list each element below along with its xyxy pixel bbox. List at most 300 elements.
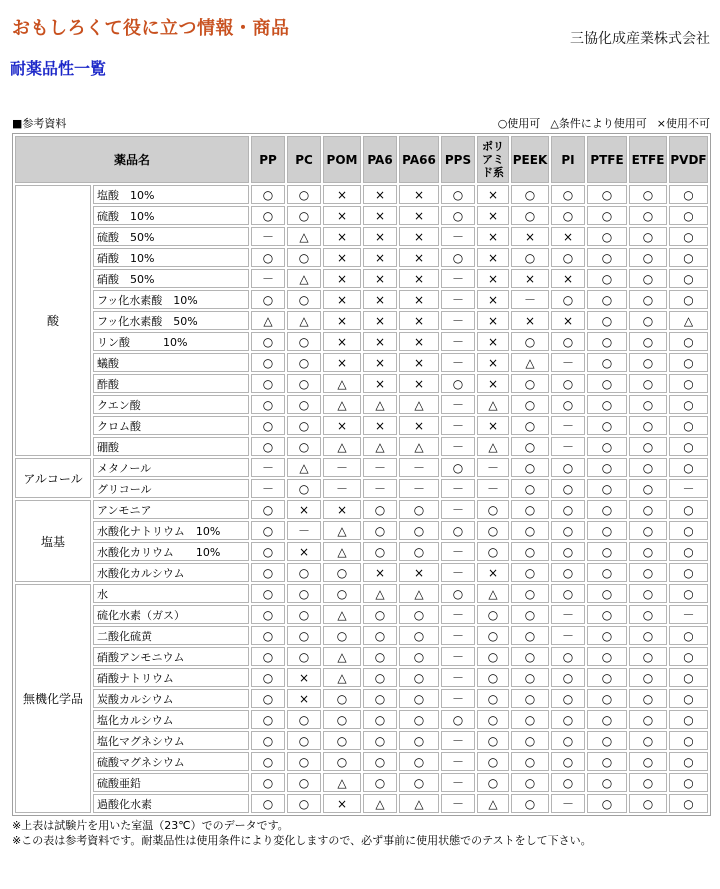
header-material: PC (287, 136, 321, 183)
resistance-mark-cell: ○ (669, 731, 708, 750)
resistance-mark-cell: × (287, 500, 321, 519)
resistance-mark-cell: ○ (551, 563, 585, 582)
resistance-mark-cell: ○ (587, 542, 627, 561)
resistance-mark-cell: × (477, 290, 509, 309)
header-material-line: ポリ (482, 140, 505, 153)
resistance-mark-cell: ○ (551, 773, 585, 792)
resistance-mark-cell: × (477, 227, 509, 246)
table-row (15, 416, 708, 435)
chemical-name-cell: 塩化マグネシウム (93, 731, 249, 750)
resistance-mark-cell: ○ (587, 500, 627, 519)
resistance-mark-cell: ○ (363, 500, 397, 519)
resistance-mark-cell: ○ (251, 605, 285, 624)
resistance-mark-cell: × (477, 185, 509, 204)
resistance-mark-cell: － (251, 479, 285, 498)
resistance-mark-cell: － (441, 227, 475, 246)
table-row (15, 794, 708, 813)
resistance-mark-cell: △ (363, 395, 397, 414)
resistance-mark-cell: ○ (477, 773, 509, 792)
page-title: 耐薬品性一覧 (10, 59, 107, 78)
chemical-name-cell: 硝酸 50% (93, 269, 249, 288)
resistance-mark-cell: － (441, 794, 475, 813)
resistance-mark-cell: ○ (669, 521, 708, 540)
resistance-mark-cell: － (441, 605, 475, 624)
resistance-mark-cell: ○ (477, 710, 509, 729)
resistance-mark-cell: ○ (287, 248, 321, 267)
resistance-mark-cell: ○ (511, 752, 549, 771)
resistance-mark-cell: － (251, 227, 285, 246)
reference-note: ■参考資料 (12, 117, 67, 130)
resistance-mark-cell: ○ (477, 521, 509, 540)
resistance-mark-cell: ○ (669, 689, 708, 708)
table-row (15, 269, 708, 288)
resistance-mark-cell: × (323, 269, 361, 288)
resistance-mark-cell: ○ (629, 311, 667, 330)
resistance-mark-cell: × (551, 311, 585, 330)
resistance-mark-cell: ○ (587, 668, 627, 687)
resistance-mark-cell: ○ (323, 731, 361, 750)
resistance-mark-cell: ○ (511, 395, 549, 414)
chemical-name-cell: 硝酸 10% (93, 248, 249, 267)
table-row (15, 290, 708, 309)
header-material: PTFE (587, 136, 627, 183)
table-row (15, 752, 708, 771)
chemical-name-cell: 硫酸 50% (93, 227, 249, 246)
resistance-mark-cell: × (363, 269, 397, 288)
resistance-mark-cell: ○ (287, 794, 321, 813)
resistance-mark-cell: ○ (363, 647, 397, 666)
table-row (15, 206, 708, 225)
resistance-mark-cell: × (323, 500, 361, 519)
resistance-mark-cell: ○ (587, 521, 627, 540)
resistance-mark-cell: ○ (587, 689, 627, 708)
chemical-name-cell: 水酸化カリウム 10% (93, 542, 249, 561)
resistance-mark-cell: ○ (287, 479, 321, 498)
resistance-mark-cell: × (323, 332, 361, 351)
resistance-mark-cell: × (399, 374, 439, 393)
resistance-mark-cell: ○ (511, 374, 549, 393)
resistance-mark-cell: ○ (587, 185, 627, 204)
resistance-mark-cell: － (669, 605, 708, 624)
resistance-mark-cell: ○ (587, 248, 627, 267)
resistance-mark-cell: － (441, 269, 475, 288)
resistance-mark-cell: － (441, 752, 475, 771)
chemical-name-cell: 硫酸 10% (93, 206, 249, 225)
resistance-mark-cell: × (477, 269, 509, 288)
resistance-mark-cell: ○ (551, 332, 585, 351)
resistance-mark-cell: ○ (441, 458, 475, 477)
resistance-mark-cell: ○ (251, 437, 285, 456)
resistance-mark-cell: × (399, 290, 439, 309)
resistance-mark-cell: ○ (587, 752, 627, 771)
chemical-name-cell: 硝酸アンモニウム (93, 647, 249, 666)
resistance-mark-cell: ○ (587, 794, 627, 813)
resistance-mark-cell: ○ (669, 332, 708, 351)
resistance-mark-cell: ○ (511, 521, 549, 540)
legend (498, 115, 710, 131)
resistance-mark-cell: × (323, 248, 361, 267)
resistance-mark-cell: － (551, 353, 585, 372)
chemical-name-cell: 硝酸ナトリウム (93, 668, 249, 687)
resistance-mark-cell: － (251, 458, 285, 477)
resistance-mark-cell: △ (477, 395, 509, 414)
resistance-mark-cell: ○ (587, 731, 627, 750)
footnote-1: ※上表は試験片を用いた室温（23℃）でのデータです。 (12, 819, 289, 832)
resistance-mark-cell: ○ (669, 626, 708, 645)
resistance-mark-cell: ○ (399, 605, 439, 624)
resistance-mark-cell: － (441, 416, 475, 435)
resistance-mark-cell: ○ (669, 647, 708, 666)
resistance-mark-cell: ○ (669, 353, 708, 372)
resistance-mark-cell: ○ (587, 353, 627, 372)
resistance-mark-cell: ○ (551, 752, 585, 771)
resistance-mark-cell: ○ (669, 752, 708, 771)
resistance-mark-cell: ○ (511, 689, 549, 708)
resistance-mark-cell: ○ (587, 605, 627, 624)
resistance-mark-cell: ○ (511, 710, 549, 729)
table-row (15, 395, 708, 414)
table-row (15, 332, 708, 351)
resistance-mark-cell: ○ (477, 731, 509, 750)
resistance-mark-cell: ○ (323, 626, 361, 645)
chemical-name-cell: 硫化水素（ガス） (93, 605, 249, 624)
resistance-mark-cell: － (551, 437, 585, 456)
resistance-mark-cell: × (477, 374, 509, 393)
legend-ok: ○使用可 (497, 117, 541, 130)
resistance-mark-cell: － (441, 311, 475, 330)
header-material: PPS (441, 136, 475, 183)
header-material: PA6 (363, 136, 397, 183)
resistance-mark-cell: ○ (551, 395, 585, 414)
resistance-mark-cell: ○ (363, 542, 397, 561)
table-row (15, 668, 708, 687)
resistance-mark-cell: ○ (669, 185, 708, 204)
header-material-line: アミ (482, 153, 505, 166)
resistance-mark-cell: － (477, 458, 509, 477)
resistance-mark-cell: － (251, 269, 285, 288)
resistance-mark-cell: ○ (551, 647, 585, 666)
resistance-mark-cell: ○ (251, 752, 285, 771)
resistance-mark-cell: ○ (629, 458, 667, 477)
table-row (15, 521, 708, 540)
resistance-mark-cell: △ (399, 395, 439, 414)
resistance-mark-cell: × (363, 185, 397, 204)
resistance-mark-cell: － (441, 731, 475, 750)
resistance-mark-cell: ○ (363, 731, 397, 750)
resistance-mark-cell: ○ (399, 500, 439, 519)
resistance-mark-cell: × (399, 269, 439, 288)
resistance-mark-cell: ○ (399, 689, 439, 708)
resistance-mark-cell: ○ (629, 353, 667, 372)
resistance-mark-cell: ○ (251, 731, 285, 750)
resistance-mark-cell: △ (477, 437, 509, 456)
resistance-mark-cell: △ (287, 269, 321, 288)
resistance-mark-cell: ○ (629, 752, 667, 771)
resistance-mark-cell: ○ (629, 584, 667, 603)
resistance-mark-cell: ○ (669, 773, 708, 792)
chemical-name-cell: 塩化カルシウム (93, 710, 249, 729)
resistance-mark-cell: ○ (441, 248, 475, 267)
resistance-mark-cell: ○ (251, 500, 285, 519)
resistance-mark-cell: － (441, 437, 475, 456)
table-header-row (15, 136, 708, 183)
header-chemical-name: 薬品名 (15, 136, 249, 183)
resistance-mark-cell: ○ (363, 689, 397, 708)
resistance-mark-cell: △ (251, 311, 285, 330)
legend-conditional: △条件により使用可 (550, 117, 647, 130)
chemical-name-cell: 二酸化硫黄 (93, 626, 249, 645)
resistance-mark-cell: ○ (477, 752, 509, 771)
resistance-mark-cell: ○ (323, 584, 361, 603)
resistance-mark-cell: ○ (399, 710, 439, 729)
chemical-name-cell: アンモニア (93, 500, 249, 519)
resistance-mark-cell: ○ (587, 458, 627, 477)
resistance-mark-cell: ○ (323, 752, 361, 771)
resistance-mark-cell: ○ (363, 773, 397, 792)
resistance-mark-cell: ○ (629, 374, 667, 393)
resistance-mark-cell: ○ (669, 206, 708, 225)
resistance-mark-cell: ○ (251, 668, 285, 687)
resistance-mark-cell: × (551, 227, 585, 246)
resistance-mark-cell: ○ (511, 248, 549, 267)
company-name: 三協化成産業株式会社 (570, 31, 710, 47)
header-material: PP (251, 136, 285, 183)
resistance-mark-cell: ○ (629, 668, 667, 687)
resistance-mark-cell: ○ (511, 542, 549, 561)
resistance-mark-cell: ○ (551, 521, 585, 540)
resistance-mark-cell: × (323, 290, 361, 309)
resistance-mark-cell: ○ (511, 206, 549, 225)
table-row (15, 689, 708, 708)
category-cell: アルコール (15, 458, 91, 498)
resistance-mark-cell: ○ (669, 710, 708, 729)
resistance-mark-cell: ○ (587, 647, 627, 666)
resistance-mark-cell: ○ (551, 668, 585, 687)
resistance-mark-cell: × (363, 374, 397, 393)
resistance-mark-cell: ○ (251, 647, 285, 666)
resistance-mark-cell: × (551, 269, 585, 288)
resistance-mark-cell: ○ (287, 206, 321, 225)
header-material: PVDF (669, 136, 708, 183)
chemical-name-cell: 水酸化ナトリウム 10% (93, 521, 249, 540)
chemical-resistance-table-wrap (12, 133, 709, 816)
resistance-mark-cell: ○ (629, 563, 667, 582)
header-material: PEEK (511, 136, 549, 183)
resistance-mark-cell: ○ (669, 248, 708, 267)
resistance-mark-cell: × (477, 206, 509, 225)
resistance-mark-cell: ○ (587, 374, 627, 393)
resistance-mark-cell: × (399, 332, 439, 351)
resistance-mark-cell: △ (323, 647, 361, 666)
resistance-mark-cell: ○ (399, 626, 439, 645)
resistance-mark-cell: ○ (323, 689, 361, 708)
resistance-mark-cell: ○ (287, 395, 321, 414)
resistance-mark-cell: ○ (629, 479, 667, 498)
resistance-mark-cell: ○ (287, 332, 321, 351)
resistance-mark-cell: ○ (511, 458, 549, 477)
resistance-mark-cell: ○ (629, 395, 667, 414)
resistance-mark-cell: ○ (587, 479, 627, 498)
resistance-mark-cell: ○ (551, 689, 585, 708)
chemical-name-cell: メタノール (93, 458, 249, 477)
resistance-mark-cell: ○ (251, 584, 285, 603)
resistance-mark-cell: ○ (669, 290, 708, 309)
resistance-mark-cell: ○ (669, 227, 708, 246)
resistance-mark-cell: ○ (399, 773, 439, 792)
resistance-mark-cell: × (323, 353, 361, 372)
resistance-mark-cell: ○ (629, 521, 667, 540)
resistance-mark-cell: ○ (287, 353, 321, 372)
resistance-mark-cell: ○ (669, 458, 708, 477)
resistance-mark-cell: △ (399, 437, 439, 456)
resistance-mark-cell: － (441, 353, 475, 372)
table-row (15, 479, 708, 498)
resistance-mark-cell: ○ (669, 395, 708, 414)
resistance-mark-cell: ○ (629, 206, 667, 225)
resistance-mark-cell: ○ (287, 185, 321, 204)
resistance-mark-cell: － (323, 458, 361, 477)
chemical-resistance-table (12, 133, 711, 816)
resistance-mark-cell: ○ (251, 710, 285, 729)
resistance-mark-cell: ○ (551, 710, 585, 729)
resistance-mark-cell: × (363, 227, 397, 246)
table-row (15, 353, 708, 372)
resistance-mark-cell: ○ (551, 374, 585, 393)
resistance-mark-cell: × (399, 563, 439, 582)
resistance-mark-cell: × (287, 689, 321, 708)
resistance-mark-cell: － (551, 416, 585, 435)
chemical-name-cell: 塩酸 10% (93, 185, 249, 204)
resistance-mark-cell: × (511, 311, 549, 330)
resistance-mark-cell: △ (477, 794, 509, 813)
category-cell: 無機化学品 (15, 584, 91, 813)
resistance-mark-cell: － (441, 479, 475, 498)
chemical-name-cell: グリコール (93, 479, 249, 498)
resistance-mark-cell: ○ (511, 668, 549, 687)
resistance-mark-cell: － (441, 500, 475, 519)
resistance-mark-cell: × (287, 668, 321, 687)
resistance-mark-cell: ○ (363, 710, 397, 729)
table-row (15, 248, 708, 267)
resistance-mark-cell: ○ (287, 437, 321, 456)
resistance-mark-cell: ○ (669, 500, 708, 519)
resistance-mark-cell: － (551, 605, 585, 624)
resistance-mark-cell: － (551, 794, 585, 813)
resistance-mark-cell: ○ (587, 311, 627, 330)
resistance-mark-cell: － (551, 626, 585, 645)
resistance-mark-cell: × (511, 227, 549, 246)
resistance-mark-cell: ○ (587, 563, 627, 582)
resistance-mark-cell: × (477, 563, 509, 582)
resistance-mark-cell: △ (363, 584, 397, 603)
header-material (477, 136, 509, 183)
resistance-mark-cell: × (363, 290, 397, 309)
resistance-mark-cell: ○ (587, 710, 627, 729)
resistance-mark-cell: ○ (323, 563, 361, 582)
resistance-mark-cell: ○ (669, 668, 708, 687)
resistance-mark-cell: △ (399, 584, 439, 603)
resistance-mark-cell: ○ (511, 500, 549, 519)
chemical-name-cell: 酢酸 (93, 374, 249, 393)
resistance-mark-cell: ○ (587, 395, 627, 414)
resistance-mark-cell: ○ (669, 437, 708, 456)
resistance-mark-cell: ○ (251, 290, 285, 309)
resistance-mark-cell: ○ (399, 542, 439, 561)
chemical-name-cell: 硼酸 (93, 437, 249, 456)
chemical-name-cell: リン酸 10% (93, 332, 249, 351)
resistance-mark-cell: ○ (399, 647, 439, 666)
table-row (15, 542, 708, 561)
resistance-mark-cell: ○ (629, 794, 667, 813)
resistance-mark-cell: ○ (587, 290, 627, 309)
resistance-mark-cell: － (399, 458, 439, 477)
header-material-line: ド系 (482, 166, 505, 179)
category-cell: 塩基 (15, 500, 91, 582)
resistance-mark-cell: ○ (251, 332, 285, 351)
resistance-mark-cell: － (441, 290, 475, 309)
resistance-mark-cell: － (399, 479, 439, 498)
resistance-mark-cell: ○ (587, 626, 627, 645)
resistance-mark-cell: ○ (251, 773, 285, 792)
resistance-mark-cell: △ (399, 794, 439, 813)
header-material: POM (323, 136, 361, 183)
table-row (15, 773, 708, 792)
resistance-mark-cell: ○ (669, 794, 708, 813)
resistance-mark-cell: ○ (669, 584, 708, 603)
resistance-mark-cell: － (441, 395, 475, 414)
resistance-mark-cell: ○ (287, 290, 321, 309)
resistance-mark-cell: ○ (511, 773, 549, 792)
resistance-mark-cell: ○ (251, 353, 285, 372)
resistance-mark-cell: △ (287, 227, 321, 246)
resistance-mark-cell: ○ (551, 584, 585, 603)
chemical-name-cell: 硫酸マグネシウム (93, 752, 249, 771)
resistance-mark-cell: × (477, 353, 509, 372)
site-title[interactable]: おもしろくて役に立つ情報・商品 (12, 18, 290, 39)
resistance-mark-cell: × (323, 206, 361, 225)
resistance-mark-cell: － (441, 332, 475, 351)
resistance-mark-cell: － (287, 521, 321, 540)
resistance-mark-cell: ○ (477, 626, 509, 645)
resistance-mark-cell: ○ (587, 773, 627, 792)
chemical-name-cell: フッ化水素酸 10% (93, 290, 249, 309)
resistance-mark-cell: ○ (511, 416, 549, 435)
resistance-mark-cell: ○ (399, 521, 439, 540)
resistance-mark-cell: ○ (587, 437, 627, 456)
resistance-mark-cell: × (287, 542, 321, 561)
resistance-mark-cell: ○ (511, 647, 549, 666)
resistance-mark-cell: ○ (251, 626, 285, 645)
table-row (15, 605, 708, 624)
resistance-mark-cell: △ (323, 605, 361, 624)
resistance-mark-cell: ○ (551, 479, 585, 498)
header-material: ETFE (629, 136, 667, 183)
resistance-mark-cell: ○ (669, 542, 708, 561)
resistance-mark-cell: ○ (587, 416, 627, 435)
resistance-mark-cell: × (399, 248, 439, 267)
resistance-mark-cell: ○ (511, 563, 549, 582)
table-row (15, 500, 708, 519)
resistance-mark-cell: ○ (287, 731, 321, 750)
resistance-mark-cell: × (363, 311, 397, 330)
resistance-mark-cell: ○ (551, 542, 585, 561)
resistance-mark-cell: × (399, 185, 439, 204)
resistance-mark-cell: × (477, 332, 509, 351)
resistance-mark-cell: ○ (629, 605, 667, 624)
resistance-mark-cell: △ (287, 458, 321, 477)
resistance-mark-cell: － (477, 479, 509, 498)
resistance-mark-cell: ○ (363, 605, 397, 624)
